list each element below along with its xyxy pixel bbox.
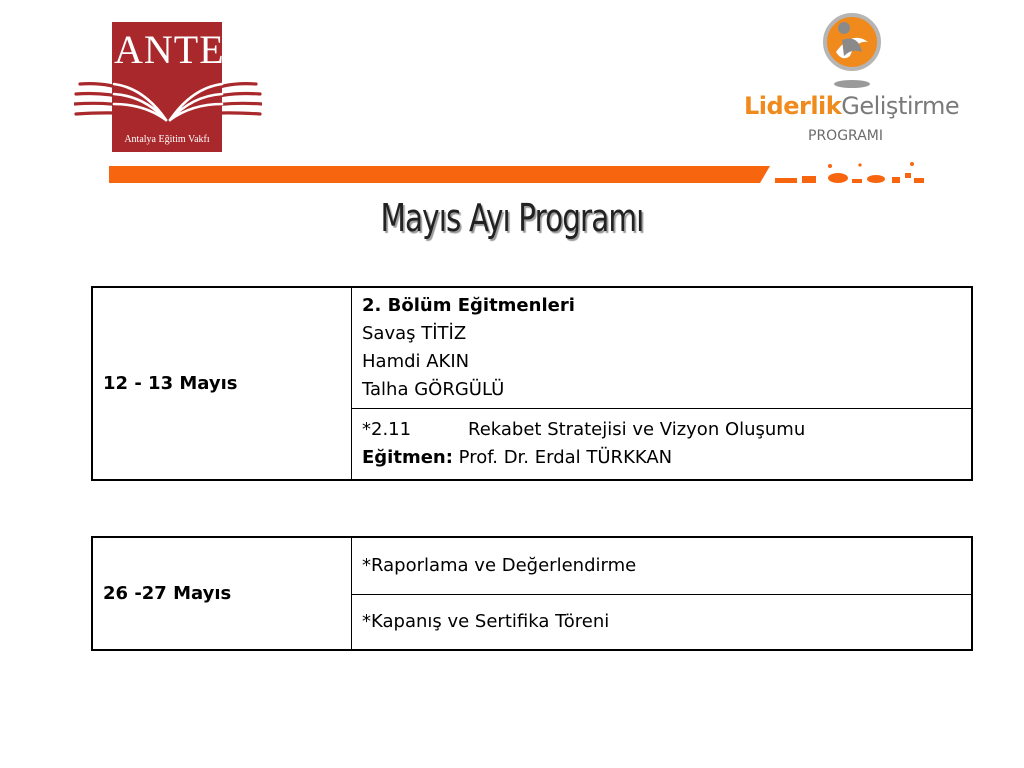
session-cell bbox=[352, 409, 973, 480]
session-topic: Rekabet Stratejisi ve Vizyon Oluşumu bbox=[468, 418, 806, 440]
orange-divider-band bbox=[0, 160, 1024, 186]
session-trainer bbox=[362, 444, 961, 472]
trainer-name: Savaş TİTİZ bbox=[362, 323, 467, 344]
antev-logo-text: ANTEV bbox=[114, 27, 255, 72]
open-book-icon bbox=[74, 70, 262, 130]
session-code: *2.11 bbox=[362, 418, 412, 440]
trainer-name: Prof. Dr. Erdal TÜRKKAN bbox=[458, 446, 673, 468]
trainer-name: Talha GÖRGÜLÜ bbox=[362, 379, 505, 400]
antev-logo bbox=[74, 20, 262, 154]
antev-logo-subtitle: Antalya Eğitim Vakfı bbox=[124, 134, 210, 145]
trainer-label: Eğitmen: bbox=[362, 446, 453, 468]
session-cell: *Kapanış ve Sertifika Töreni bbox=[352, 594, 973, 650]
session-line bbox=[362, 416, 961, 444]
session-cell: *Raporlama ve Değerlendirme bbox=[352, 537, 973, 594]
leader-figure-icon bbox=[822, 12, 886, 88]
page-title: Mayıs Ayı Programı bbox=[380, 196, 644, 240]
liderlik-logo-title: LiderlikGeliştirme bbox=[744, 92, 960, 120]
liderlik-logo-subtitle: PROGRAMI bbox=[808, 128, 883, 144]
date-cell: 12 - 13 Mayıs bbox=[92, 287, 352, 480]
schedule-table-2 bbox=[91, 536, 973, 651]
schedule-table-1 bbox=[91, 286, 973, 481]
trainers-heading: 2. Bölüm Eğitmenleri bbox=[362, 295, 575, 316]
liderlik-logo bbox=[740, 10, 980, 150]
trainers-cell bbox=[352, 287, 973, 409]
trainer-name: Hamdi AKIN bbox=[362, 351, 470, 372]
date-cell: 26 -27 Mayıs bbox=[92, 537, 352, 650]
